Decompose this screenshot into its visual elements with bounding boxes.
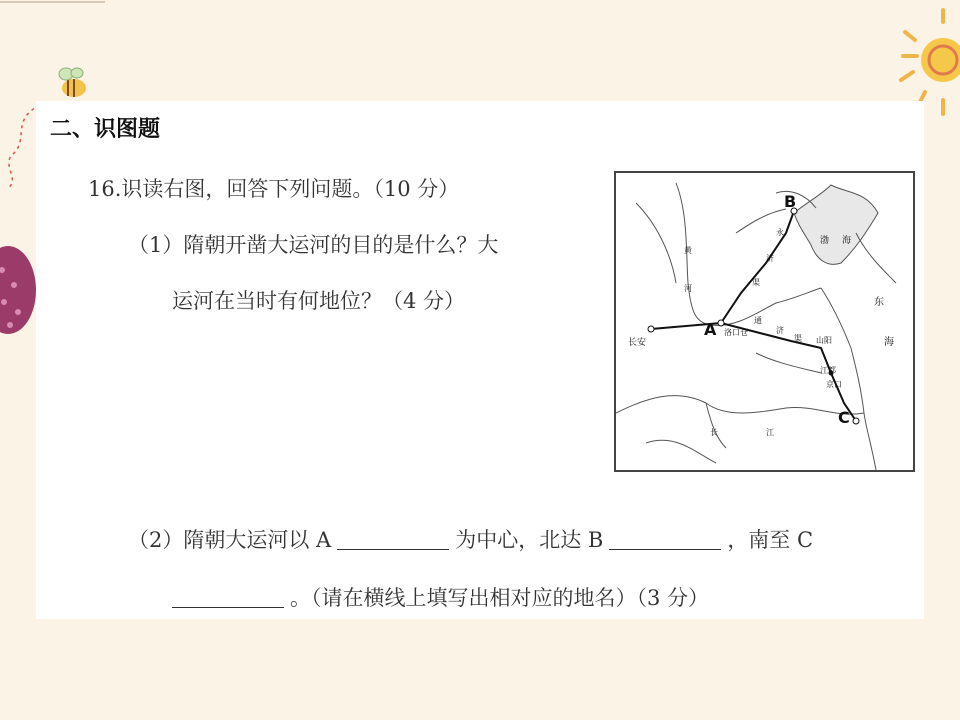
map-marker-a: A <box>704 320 717 339</box>
part2-text-end: 。（请在横线上填写出相对应的地名）（3 分） <box>290 586 710 610</box>
bee-icon <box>52 64 92 104</box>
section-title: 二、识图题 <box>50 117 161 142</box>
map-label-dong: 东 <box>874 297 884 308</box>
map-label-he: 河 <box>684 284 692 293</box>
map-label-hai: 海 <box>884 337 894 348</box>
map-label-ji2: 济 <box>776 326 784 335</box>
map-label-ji: 济 <box>766 254 774 263</box>
blank-a[interactable] <box>337 529 449 550</box>
blank-c[interactable] <box>172 587 284 608</box>
map-label-bohai-1: 渤 <box>820 236 830 246</box>
map-label-shanyang: 山阳 <box>816 336 832 345</box>
map-label-luokoucang: 洛口仓 <box>724 328 748 337</box>
map-label-qu2: 渠 <box>794 334 802 343</box>
corner-frame-decoration <box>0 0 110 20</box>
map-label-bohai-2: 海 <box>842 236 852 246</box>
map-label-changan: 长安 <box>628 338 647 348</box>
map-label-qu: 渠 <box>752 278 760 287</box>
flower-decoration <box>0 240 40 360</box>
map-label-yong: 永 <box>776 228 784 237</box>
part2-text-a: （2）隋朝大运河以 A <box>128 528 332 552</box>
map-label-jingkou: 京口 <box>826 380 842 389</box>
map-label-tong: 通 <box>754 316 762 325</box>
question-stem: 16.识读右图，回答下列问题。（10 分） <box>88 177 460 201</box>
map-marker-b: B <box>784 192 797 211</box>
grand-canal-map <box>614 171 915 472</box>
question-part2-line2 <box>172 582 709 612</box>
question-part2-line1 <box>128 524 813 554</box>
map-marker-c: C <box>838 408 850 427</box>
question-part1-line2: 运河在当时有何地位？（4 分） <box>172 289 466 313</box>
map-label-jiangdu: 江都 <box>820 366 836 375</box>
map-label-huang: 黄 <box>684 246 692 255</box>
part2-text-c: ，南至 C <box>727 528 814 552</box>
map-label-chang: 长 <box>710 428 718 437</box>
part2-text-b: 为中心，北达 B <box>455 528 604 552</box>
question-part1-line1: （1）隋朝开凿大运河的目的是什么？大 <box>128 233 499 257</box>
blank-b[interactable] <box>609 529 721 550</box>
map-label-jiang: 江 <box>766 428 774 437</box>
